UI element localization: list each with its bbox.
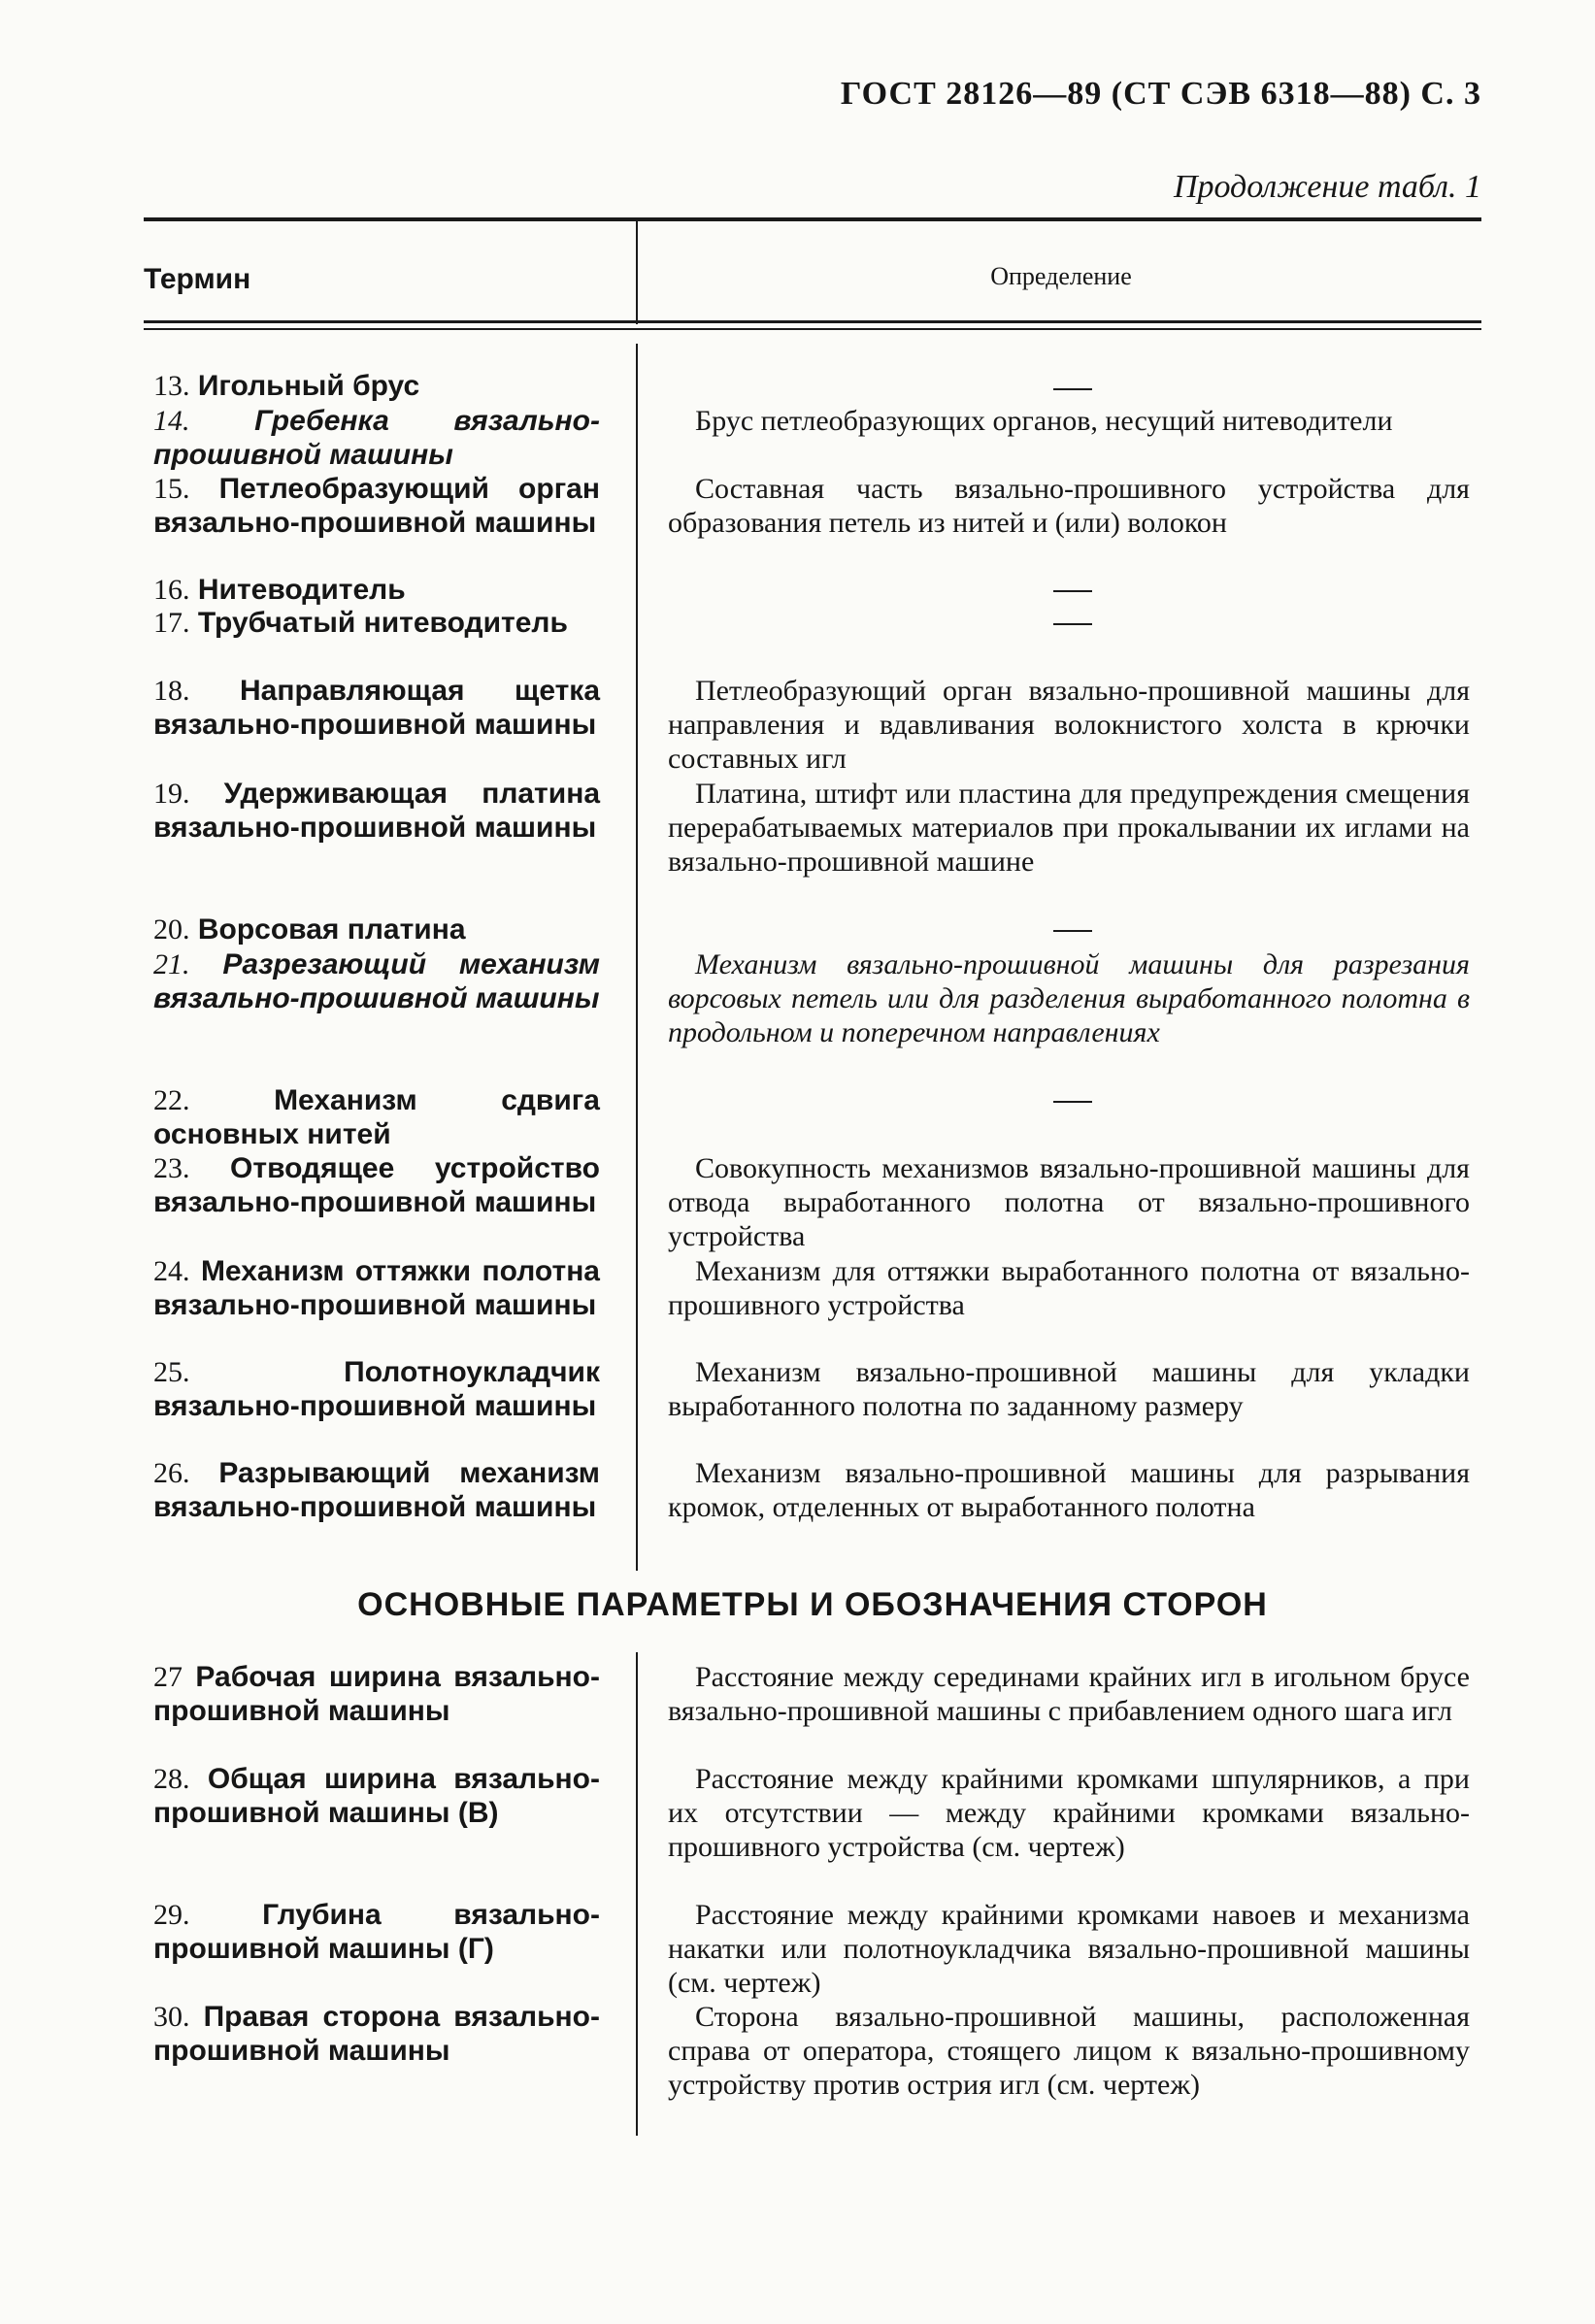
- section-title: ОСНОВНЫЕ ПАРАМЕТРЫ И ОБОЗНАЧЕНИЯ СТОРОН: [357, 1586, 1268, 1623]
- term-cell: [153, 1762, 600, 1830]
- definition-cell: Расстояние между серединами крайних игл в игольном брусе вязально-прошивной машины с прибавлением одного шага игл: [668, 1661, 1470, 1727]
- section-divider: [636, 1652, 638, 2136]
- term-cell: [153, 1151, 600, 1219]
- term-cell: [153, 573, 600, 607]
- term-text: Направляющая щетка вязально-прошивной машины: [153, 675, 600, 741]
- term-text: Отводящее устройство вязально-прошивной машины: [153, 1152, 600, 1218]
- column-header-term: Термин: [144, 263, 251, 295]
- term-number: 29.: [153, 1899, 190, 1931]
- term-number: 17.: [153, 607, 190, 639]
- table-top-rule: [144, 217, 1481, 221]
- term-text: Глубина вязально-прошивной машины (Г): [153, 1899, 600, 1965]
- definition-dash: [1053, 623, 1092, 625]
- term-text: Нитеводитель: [197, 574, 406, 606]
- definition-cell: Механизм вязально-прошивной машины для укладки выработанного полотна по заданному размеру: [668, 1356, 1470, 1422]
- term-text: Разрывающий механизм вязально-прошивной машины: [153, 1457, 600, 1523]
- table-continuation-label: Продолжение табл. 1: [1173, 169, 1481, 205]
- term-text: Удерживающая платина вязально-прошивной машины: [153, 778, 600, 844]
- term-number: 30.: [153, 2001, 190, 2033]
- table-body-divider: [636, 344, 638, 1571]
- term-number: 24.: [153, 1255, 190, 1287]
- term-text: Рабочая ширина вязально-прошивной машины: [153, 1661, 600, 1727]
- term-number: 20.: [153, 913, 190, 946]
- term-cell: [153, 1898, 600, 1966]
- term-number: 19.: [153, 778, 190, 810]
- term-text: Разрезающий механизм вязально-прошивной машины: [153, 948, 600, 1014]
- definition-dash: [1053, 1101, 1092, 1103]
- term-cell: [153, 2000, 600, 2068]
- term-cell: [153, 1254, 600, 1322]
- definition-cell: Составная часть вязально-прошивного устройства для образования петель из нитей и (или) волокон: [668, 473, 1470, 539]
- term-number: 27: [153, 1661, 183, 1693]
- term-number: 15.: [153, 473, 190, 505]
- term-number: 21.: [153, 948, 190, 980]
- column-header-definition: Определение: [990, 262, 1132, 290]
- term-number: 14.: [153, 405, 190, 437]
- definition-dash: [1053, 930, 1092, 932]
- term-number: 13.: [153, 370, 190, 402]
- term-number: 23.: [153, 1152, 190, 1184]
- definition-dash: [1053, 590, 1092, 592]
- definition-cell: Совокупность механизмов вязально-прошивной машины для отвода выработанного полотна от вязально-прошивного устройства: [668, 1152, 1470, 1252]
- term-text: Общая ширина вязально-прошивной машины (В): [153, 1763, 600, 1829]
- term-cell: [153, 606, 600, 640]
- term-cell: [153, 404, 600, 472]
- definition-cell: Платина, штифт или пластина для предупреждения смещения перерабатываемых материалов при прокалывании их иглами на вязально-прошивной машине: [668, 778, 1470, 878]
- definition-cell: Петлеобразующий орган вязально-прошивной машины для направления и вдавливания волокнистого холста в крючки составных игл: [668, 675, 1470, 775]
- term-text: Механизм оттяжки полотна вязально-прошивной машины: [153, 1255, 600, 1321]
- term-number: 28.: [153, 1763, 190, 1795]
- definition-cell: Сторона вязально-прошивной машины, расположенная справа от оператора, стоящего лицом к вязально-прошивному устройству против острия игл (см. чертеж): [668, 2001, 1470, 2101]
- term-number: 25.: [153, 1356, 190, 1388]
- term-text: Правая сторона вязально-прошивной машины: [153, 2001, 600, 2067]
- term-cell: [153, 1083, 600, 1151]
- term-cell: [153, 913, 600, 946]
- term-cell: [153, 472, 600, 540]
- term-text: Полотноукладчик вязально-прошивной машины: [153, 1356, 600, 1422]
- term-cell: [153, 777, 600, 845]
- definition-cell: Брус петлеобразующих органов, несущий нитеводители: [695, 405, 1393, 437]
- table-header-rule: [144, 320, 1481, 323]
- term-text: Игольный брус: [197, 370, 420, 402]
- term-number: 18.: [153, 675, 190, 707]
- term-cell: [153, 674, 600, 742]
- definition-dash: [1053, 388, 1092, 390]
- term-number: 16.: [153, 574, 190, 606]
- term-text: Трубчатый нитеводитель: [197, 607, 568, 639]
- term-cell: [153, 947, 600, 1015]
- table-header-rule-double: [144, 328, 1481, 330]
- term-text: Петлеобразующий орган вязально-прошивной машины: [153, 473, 600, 539]
- term-text: Механизм сдвига основных нитей: [153, 1084, 600, 1150]
- term-text: Ворсовая платина: [197, 913, 466, 946]
- term-cell: [153, 1456, 600, 1524]
- definition-cell: Расстояние между крайними кромками шпулярников, а при их отсутствии — между крайними кромками вязально-прошивного устройства (см. чертеж): [668, 1763, 1470, 1863]
- definition-cell: Механизм для оттяжки выработанного полотна от вязально-прошивного устройства: [668, 1255, 1470, 1321]
- term-number: 22.: [153, 1084, 190, 1116]
- definition-cell: Механизм вязально-прошивной машины для разрезания ворсовых петель или для разделения выработанного полотна в продольном и поперечном направлениях: [668, 948, 1470, 1048]
- term-text: Гребенка вязально-прошивной машины: [153, 405, 600, 471]
- definition-cell: Расстояние между крайними кромками навоев и механизма накатки или полотноукладчика вязально-прошивной машины (см. чертеж): [668, 1899, 1470, 1999]
- term-cell: [153, 1660, 600, 1728]
- page-header: ГОСТ 28126—89 (СТ СЭВ 6318—88) С. 3: [840, 76, 1481, 112]
- definition-cell: Механизм вязально-прошивной машины для разрывания кромок, отделенных от выработанного полотна: [668, 1457, 1470, 1523]
- term-number: 26.: [153, 1457, 190, 1489]
- term-cell: [153, 369, 600, 403]
- term-cell: [153, 1355, 600, 1423]
